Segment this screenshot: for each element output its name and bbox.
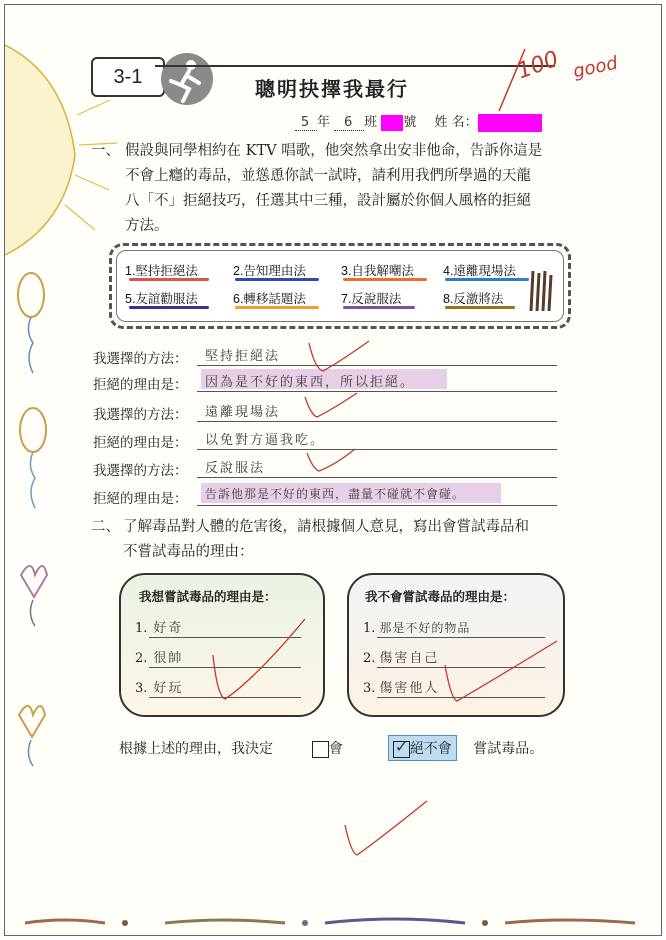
item-number: 3. xyxy=(135,681,148,696)
item-number: 2. xyxy=(363,651,376,666)
will-checkbox[interactable] xyxy=(312,741,329,758)
method-label: 我選擇的方法： xyxy=(93,351,188,367)
reason-answer: 告訴他那是不好的東西，盡量不碰就不會碰。 xyxy=(205,487,466,501)
balloon-doodles xyxy=(11,255,53,775)
question-1 xyxy=(91,139,577,239)
final-check-mark xyxy=(335,795,435,865)
technique-underline xyxy=(129,278,209,281)
seat-number-redacted xyxy=(381,115,403,131)
technique-item: 4.遠離現場法 xyxy=(443,264,516,278)
check-marks xyxy=(285,335,405,505)
technique-underline xyxy=(129,306,209,309)
technique-underline xyxy=(445,306,515,309)
decision-prefix: 根據上述的理由，我決定 xyxy=(119,741,273,757)
method-answer: 遠離現場法 xyxy=(205,405,281,420)
teacher-score: 100 xyxy=(513,46,563,85)
question-2-line: 了解毒品對人體的危害後，請根據個人意見，寫出會嘗試毒品和 xyxy=(123,519,529,535)
jar-answer: 傷害自己 xyxy=(379,651,440,666)
worksheet-page xyxy=(4,4,662,936)
scribble-doodle xyxy=(527,267,557,313)
method-label: 我選擇的方法： xyxy=(93,407,188,423)
reason-answer: 因為是不好的東西，所以拒絕。 xyxy=(205,375,416,390)
jar-check-marks xyxy=(195,605,575,715)
jar-answer: 好玩 xyxy=(153,681,184,696)
grade-label: 年 xyxy=(317,115,331,130)
method-label: 我選擇的方法： xyxy=(93,463,188,479)
question-1-line: 假設與同學相約在 KTV 唱歌，他突然拿出安非他命，告訴你這是 xyxy=(125,143,543,159)
question-1-line: 方法。 xyxy=(125,218,169,234)
technique-underline xyxy=(343,278,427,281)
technique-underline xyxy=(445,278,529,281)
lesson-number: 3-1 xyxy=(113,65,143,88)
jar-heading: 我想嘗試毒品的理由是： xyxy=(139,589,277,604)
method-answer: 反說服法 xyxy=(205,461,266,476)
seat-label: 號 xyxy=(403,115,417,130)
item-number: 1. xyxy=(135,621,148,636)
jar-answer: 好奇 xyxy=(153,621,184,636)
technique-item: 3.自我解嘲法 xyxy=(341,264,414,278)
reason-answer: 以免對方逼我吃。 xyxy=(205,433,326,448)
technique-item: 2.告知理由法 xyxy=(233,264,306,278)
class-label: 班 xyxy=(364,115,378,130)
technique-item: 1.堅持拒絕法 xyxy=(125,264,198,278)
bottom-border-doodle xyxy=(25,911,645,931)
item-number: 3. xyxy=(363,681,376,696)
teacher-comment: good xyxy=(571,52,620,83)
jar-answer: 傷害他人 xyxy=(379,681,440,696)
decision-suffix: 嘗試毒品。 xyxy=(473,741,544,757)
checkmark-icon: ✓ xyxy=(394,736,409,756)
question-2-line: 不嘗試毒品的理由： xyxy=(123,544,254,560)
option-will-not: 絕不會 xyxy=(409,741,452,757)
question-2 xyxy=(93,515,573,565)
reason-label: 拒絕的理由是： xyxy=(93,377,188,393)
lesson-number-tab xyxy=(91,57,165,97)
score-slash xyxy=(495,45,535,115)
techniques-frame xyxy=(109,243,571,329)
jar-answer: 那是不好的物品 xyxy=(379,621,471,635)
method-answer: 堅持拒絕法 xyxy=(205,349,281,364)
student-info-row xyxy=(295,111,542,132)
class-value: 6 xyxy=(334,115,364,131)
reason-label: 拒絕的理由是： xyxy=(93,435,188,451)
item-number: 2. xyxy=(135,651,148,666)
technique-item: 8.反激將法 xyxy=(443,292,504,306)
runner-logo-icon xyxy=(159,51,215,107)
technique-underline xyxy=(235,306,319,309)
technique-underline xyxy=(235,278,319,281)
reason-label: 拒絕的理由是： xyxy=(93,491,188,507)
decision-row xyxy=(119,735,543,761)
jar-heading: 我不會嘗試毒品的理由是： xyxy=(365,589,516,604)
question-2-label: 二、 xyxy=(91,519,120,535)
technique-underline xyxy=(343,306,415,309)
will-not-checkbox[interactable] xyxy=(393,736,410,758)
name-label: 姓 名： xyxy=(434,115,478,130)
student-name-redacted xyxy=(478,114,542,132)
question-1-line: 不會上癮的毒品，並慫恿你試一試時，請利用我們所學過的天龍 xyxy=(125,168,531,184)
question-1-label: 一、 xyxy=(91,143,120,159)
option-will: 會 xyxy=(328,741,343,757)
technique-item: 6.轉移話題法 xyxy=(233,292,306,306)
worksheet-title: 聰明抉擇我最行 xyxy=(255,77,409,101)
question-1-line: 八「不」拒絕技巧，任選其中三種，設計屬於你個人風格的拒絕 xyxy=(125,193,531,209)
technique-item: 7.反說服法 xyxy=(341,292,402,306)
grade-value: 5 xyxy=(295,115,317,131)
will-not-highlight xyxy=(388,735,457,761)
technique-item: 5.友誼勸服法 xyxy=(125,292,198,306)
jar-answer: 很帥 xyxy=(153,651,184,666)
item-number: 1. xyxy=(363,621,376,636)
